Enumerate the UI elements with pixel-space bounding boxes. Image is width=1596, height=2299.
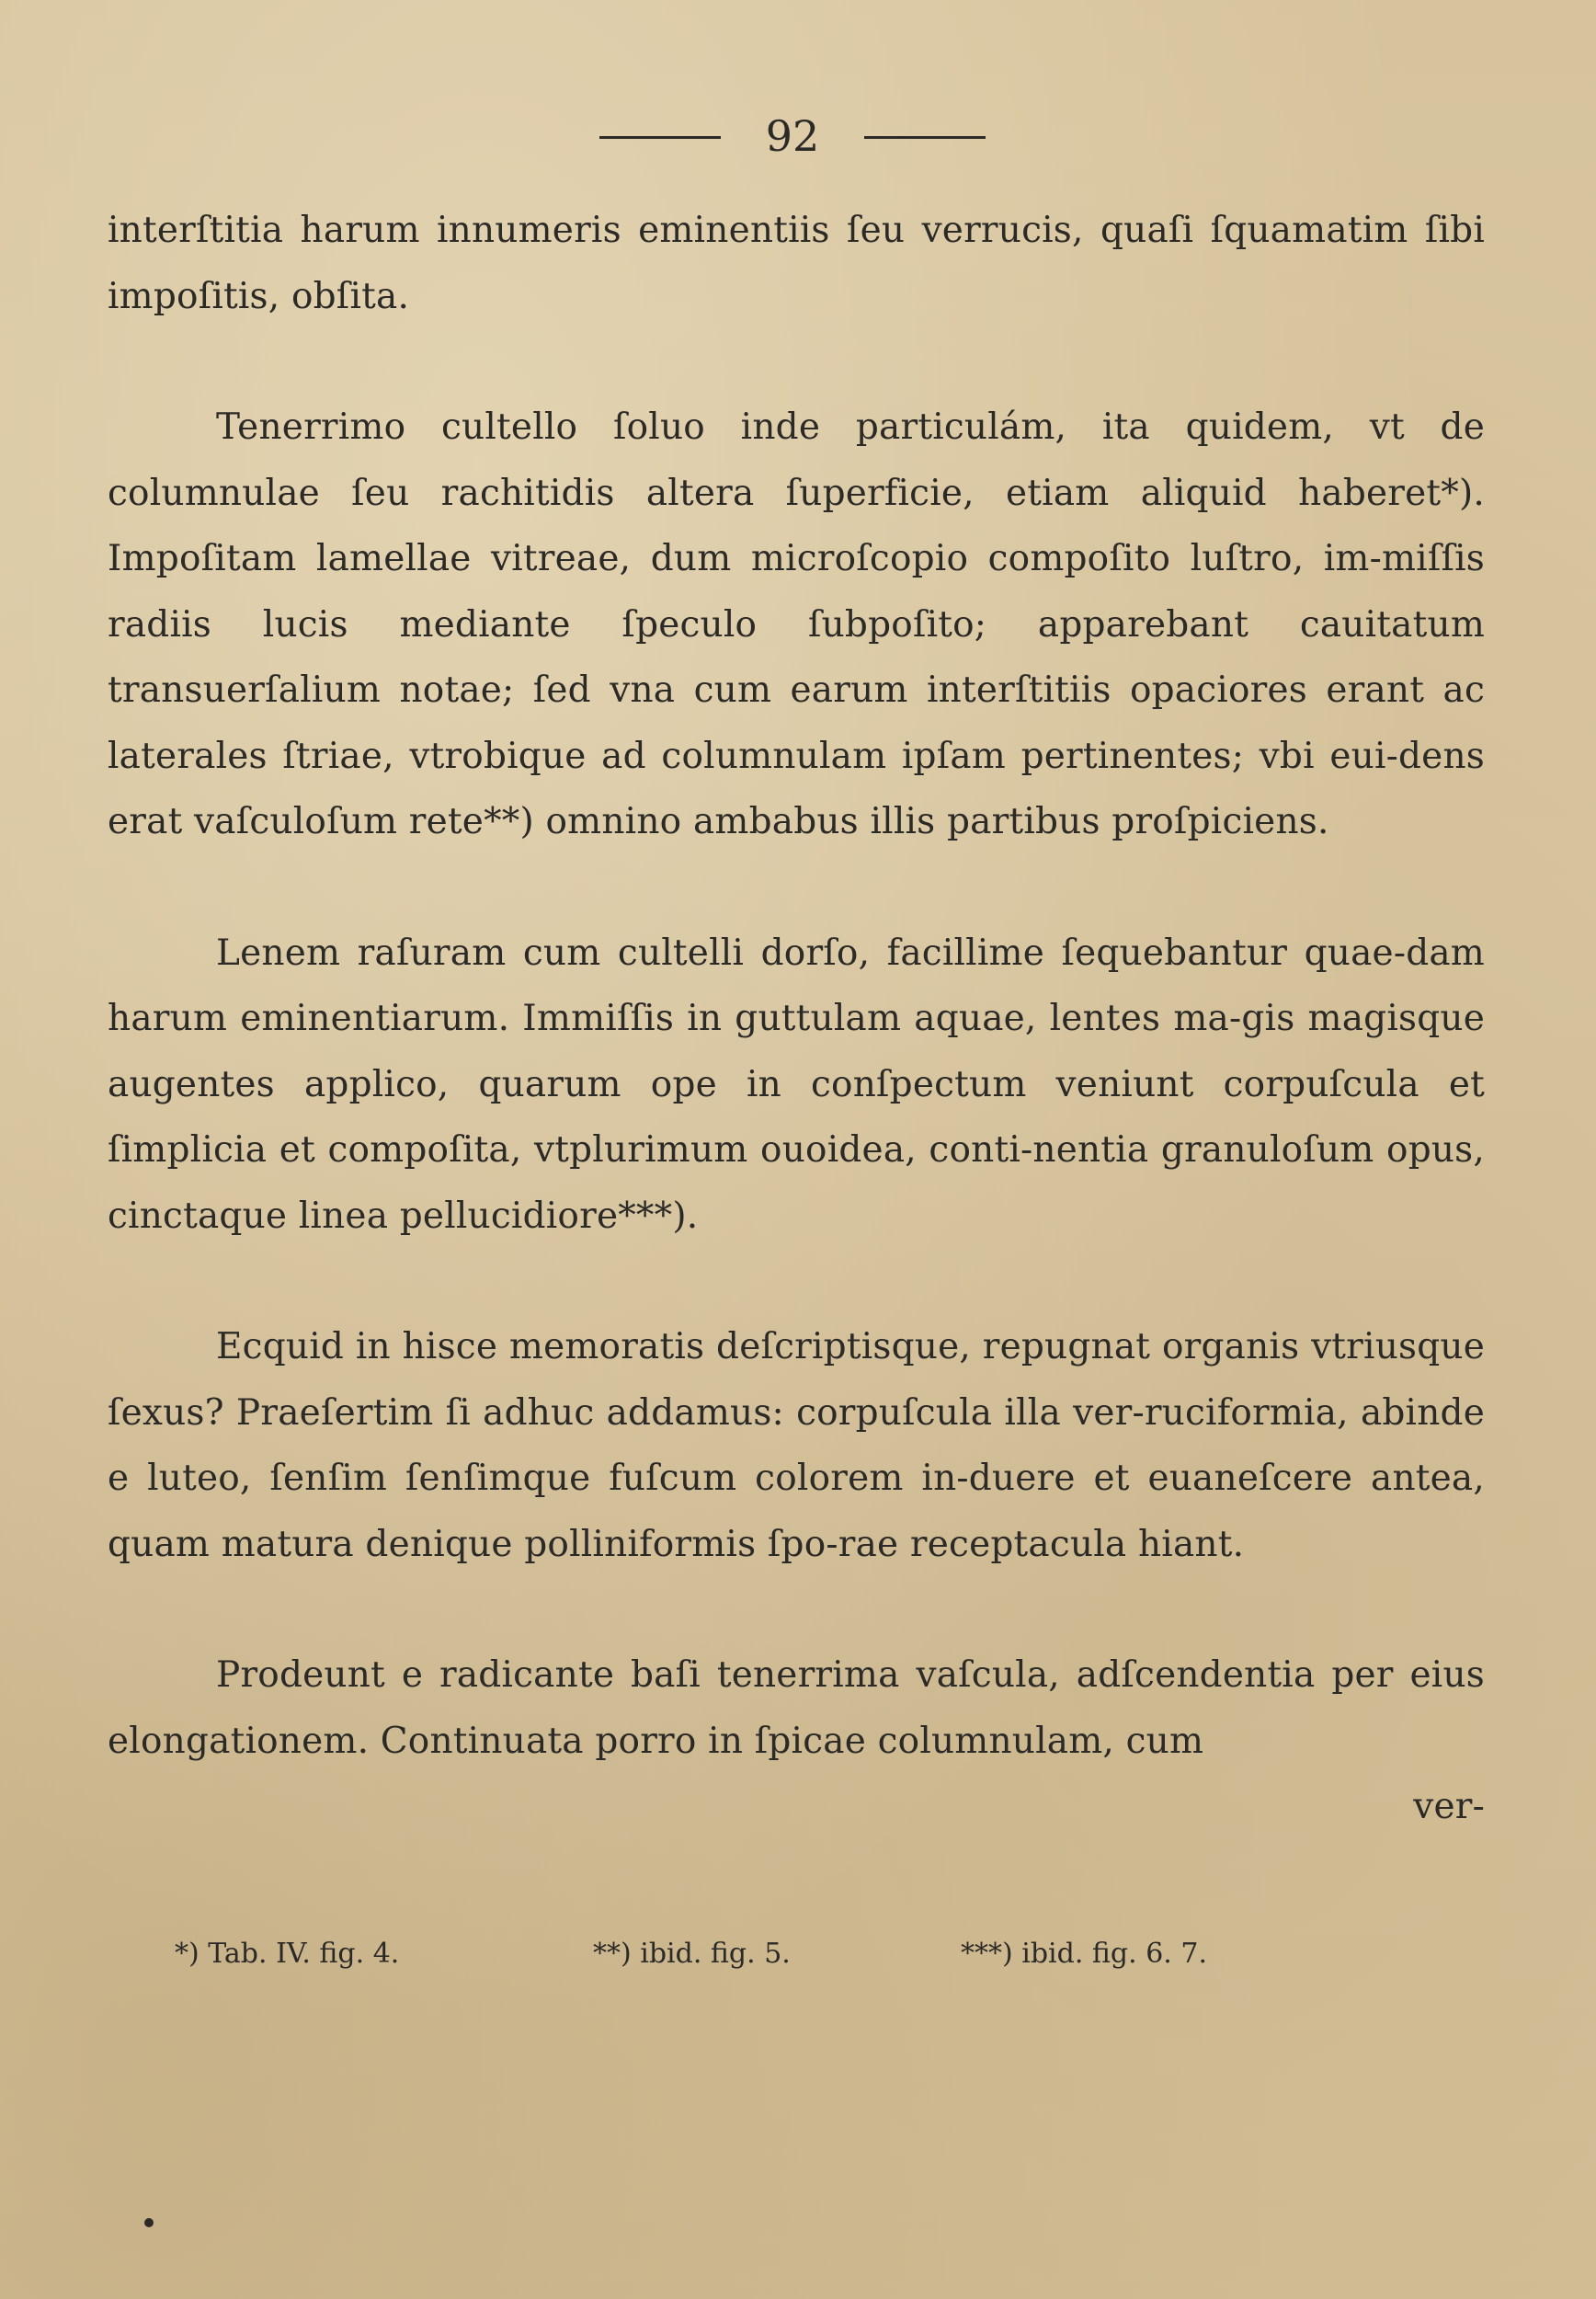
- footnote-1: *) Tab. IV. fig. 4.: [175, 1938, 400, 1970]
- paragraph-1: interſtitia harum innumeris eminentiis ſeu verrucis, quaſi ſquamatim ſibi impoſitis, obſita.: [108, 210, 1485, 317]
- footnotes: [0, 1931, 1596, 1977]
- header-rule-left: [599, 136, 721, 139]
- page-number: 92: [765, 111, 820, 161]
- paragraph-2: Tenerrimo cultello ſoluo inde particulám, ita quidem, vt de columnulae ſeu rachitidis altera ſuperficie, etiam aliquid haberet*). Impoſitam lamellae vitreae, dum microſcopio compoſito luſtro, im-miſſis radiis lucis mediante ſpeculo ſubpoſito; apparebant cauitatum transuerſalium notae; ſed vna cum earum interſtitiis opaciores erant ac laterales ſtriae, vtrobique ad columnulam ipſam pertinentes; vbi eui-dens erat vaſculoſum rete**) omnino ambabus illis partibus proſpiciens.: [108, 406, 1485, 842]
- catchword: ver-: [1413, 1786, 1485, 1827]
- paragraph-4: Ecquid in hisce memoratis deſcriptisque, repugnat organis vtriusque ſexus? Praeſertim ſi adhuc addamus: corpuſcula illa ver-ruciformia, abinde e luteo, ſenſim ſenſimque fuſcum colorem in-duere et euaneſcere antea, quam matura denique polliniformis ſpo-rae receptacula hiant.: [108, 1326, 1485, 1565]
- ink-speck: [144, 2218, 154, 2227]
- header-rule-right: [864, 136, 986, 139]
- footnote-2: **) ibid. fig. 5.: [593, 1938, 791, 1970]
- paragraph-3: Lenem raſuram cum cultelli dorſo, facillime ſequebantur quae-dam harum eminentiarum. Immiſſis in guttulam aquae, lentes ma-gis magisque augentes applico, quarum ope in conſpectum veniunt corpuſcula et ſimplicia et compoſita, vtplurimum ouoidea, conti-nentia granuloſum opus, cinctaque linea pellucidiore***).: [108, 932, 1485, 1237]
- paragraph-5: Prodeunt e radicante baſi tenerrima vaſcula, adſcendentia per eius elongationem. Continuata porro in ſpicae columnulam, cum: [108, 1654, 1485, 1762]
- body-text: [108, 198, 1485, 1840]
- footnote-3: ***) ibid. fig. 6. 7.: [961, 1938, 1207, 1970]
- page-header: [0, 109, 1596, 164]
